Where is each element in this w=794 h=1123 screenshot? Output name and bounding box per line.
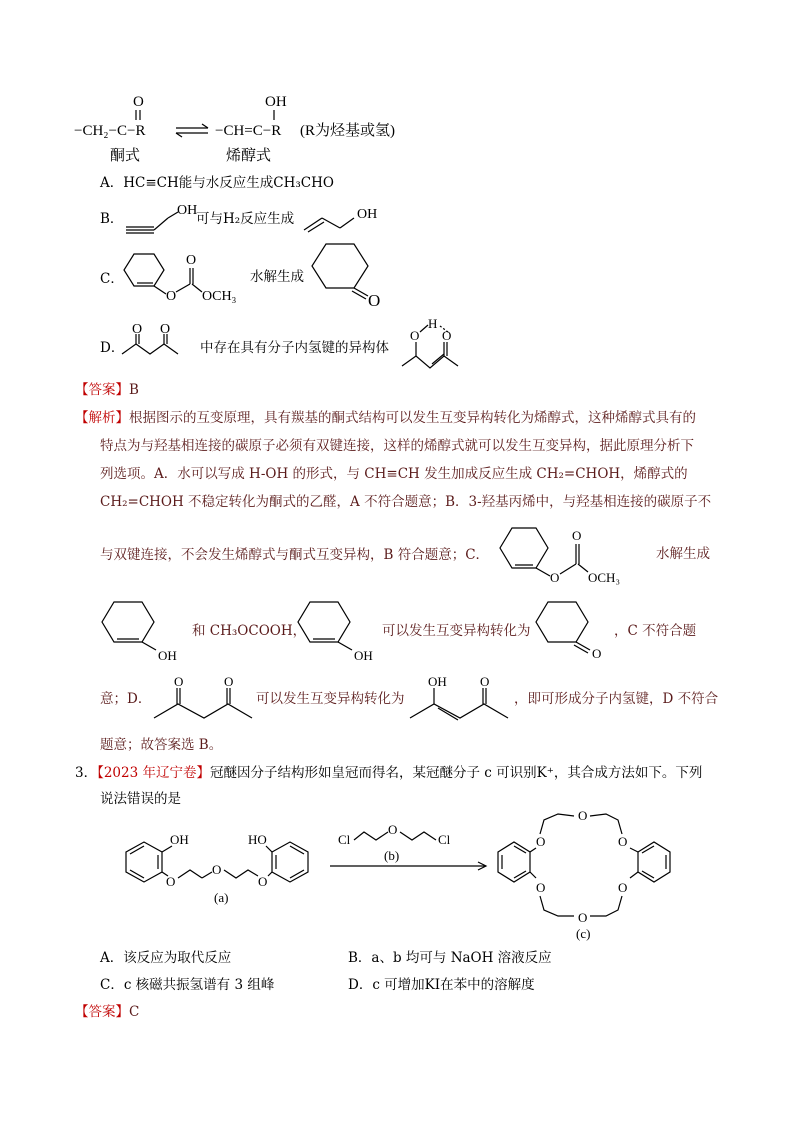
analysis-cyclohexanone [530,596,620,664]
analysis-line-7c: ，即可形成分子内氢键，D 不符合 [514,691,719,707]
q3-option-b: B．a、b 均可与 NaOH 溶液反应 [348,950,552,966]
svg-text:OCH₃: OCH₃ [202,289,237,304]
svg-text:OH: OH [158,648,177,663]
acetylacetone-structure [118,322,208,362]
svg-text:OH: OH [177,203,198,218]
svg-text:O: O [578,808,588,823]
analysis-line-2: 特点为与羟基相连接的碳原子必须有双键连接，这样的烯醇式就可以发生互变异构，据此原理分析下 [100,438,694,454]
svg-text:O: O [132,322,143,337]
svg-text:O: O [174,674,184,689]
keto-formula: −CH₂−C−R [74,123,146,139]
keto-enol-equation [60,90,460,170]
analysis-line-6c: ，C 不符合题 [614,623,697,639]
analysis-cyclohexenol-2 [292,596,392,664]
analysis-line-8: 题意；故答案选 B。 [100,737,223,753]
svg-text:O: O [550,570,560,585]
analysis-acetylacetone [150,672,260,724]
svg-text:OH: OH [357,207,378,222]
analysis-cyclohexenol-1 [96,596,196,664]
q3-option-a: A．该反应为取代反应 [100,950,232,966]
analysis-line-6b: 可以发生互变异构转化为 [382,623,531,639]
svg-text:O: O [536,880,546,895]
propargyl-alcohol-structure [120,198,200,234]
svg-text:O: O [578,910,588,925]
analysis-line-1: 【解析】根据图示的互变原理，具有羰基的酮式结构可以发生互变异构转化为烯醇式，这种烯醇式具有的 [75,410,696,426]
r-note: (R为烃基或氢) [300,123,395,139]
analysis-line-5a: 与双键连接，不会发生烯醇式与酮式互变异构，B 符合题意；C． [100,547,490,563]
svg-text:(a): (a) [214,890,229,905]
svg-text:OH: OH [170,832,189,847]
svg-text:HO: HO [248,832,267,847]
q3-stem-2: 说法错误的是 [100,791,181,807]
svg-text:O: O [618,834,628,849]
enol-formula: −CH=C−R [215,123,282,139]
keto-label: 酮式 [110,148,141,164]
svg-text:OCH₃: OCH₃ [588,570,620,585]
svg-text:O: O [536,834,546,849]
answer-1: 【答案】B [75,382,139,398]
q3-option-c: C．c 核磁共振氢谱有 3 组峰 [100,977,275,993]
svg-text:O: O [224,674,234,689]
analysis-line-7a: 意；D． [100,691,152,707]
svg-text:O: O [258,874,268,889]
svg-text:O: O [368,291,381,310]
analysis-line-6a: 和 CH₃OCOOH， [192,623,307,639]
cyclohexanone-structure [306,240,396,314]
enol-hbond-structure [396,316,486,372]
svg-text:O: O [618,880,628,895]
svg-text:O: O [388,822,398,837]
allyl-alcohol-structure [300,198,390,234]
svg-text:O: O [186,253,197,268]
svg-text:OH: OH [354,648,373,663]
analysis-line-7b: 可以发生互变异构转化为 [256,691,405,707]
q3-stem: 3．【2023 年辽宁卷】冠醚因分子结构形如皇冠而得名，某冠醚分子 c 可识别K⁺，其合成方法如下。下列 [75,765,703,781]
svg-text:(b): (b) [384,848,400,863]
q3-answer: 【答案】C [75,1004,140,1020]
svg-text:O: O [166,874,176,889]
q3-option-d: D．c 可增加KI在苯中的溶解度 [348,977,535,993]
analysis-carbonate-structure [492,520,652,586]
analysis-enol-form [406,672,516,724]
analysis-line-5b: 水解生成 [656,546,710,562]
crown-ether-synthesis [112,808,692,942]
svg-text:O: O [572,528,582,543]
svg-text:O: O [592,646,602,661]
option-a: A．HC≡CH能与水反应生成CH₃CHO [100,175,334,191]
svg-text:O: O [212,862,222,877]
enol-oh: OH [265,94,287,110]
analysis-line-3: 列选项。A．水可以写成 H-OH 的形式，与 CH≡CH 发生加成反应生成 CH₂=CHOH，烯醇式的 [100,466,688,482]
svg-text:O: O [410,328,420,343]
enol-label: 烯醇式 [226,148,272,164]
analysis-line-4: CH₂=CHOH 不稳定转化为酮式的乙醛，A 不符合题意；B．3-羟基丙烯中，与羟基相连接的碳原子不 [100,494,712,510]
svg-text:O: O [480,674,490,689]
svg-text:O: O [442,328,452,343]
svg-text:Cl: Cl [438,832,451,847]
svg-text:(c): (c) [576,926,591,941]
cyclohexenyl-methyl-carbonate [118,246,258,306]
svg-text:O: O [160,322,171,337]
svg-text:O: O [166,289,177,304]
keto-oxygen: O [133,94,144,110]
svg-text:Cl: Cl [338,832,351,847]
svg-text:OH: OH [428,674,447,689]
svg-text:H: H [428,316,438,331]
